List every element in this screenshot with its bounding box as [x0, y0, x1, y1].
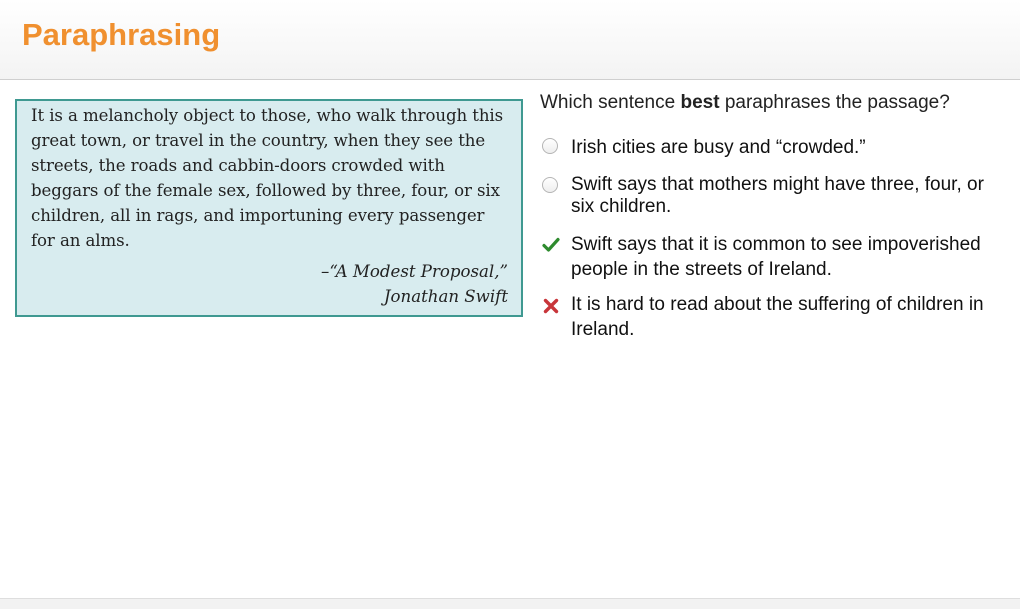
question-emphasis: best — [680, 92, 720, 113]
answer-option-label: It is hard to read about the suffering of children in Ireland. — [571, 294, 984, 340]
check-icon — [542, 236, 560, 254]
footer-bar — [0, 598, 1020, 609]
question-prefix: Which sentence — [540, 92, 681, 113]
passage-attribution — [31, 259, 508, 309]
question-prompt — [540, 92, 950, 114]
header-bar — [0, 0, 1020, 80]
answer-option-label: Swift says that mothers might have three, four, or six children. — [571, 174, 984, 217]
answer-option-label: Irish cities are busy and “crowded.” — [571, 137, 866, 158]
attribution-author: Jonathan Swift — [383, 287, 508, 306]
radio-empty-icon[interactable] — [542, 138, 558, 154]
passage-text: It is a melancholy object to those, who walk through this great town, or travel in the country, when they see the streets, the roads and cabbin-doors crowded with beggars of the female sex, followed by three, four, or six children, all in rags, and importuning every passenger for an alms. — [31, 106, 504, 250]
attribution-title: –“A Modest Proposal,” — [321, 262, 508, 281]
page-title: Paraphrasing — [22, 17, 221, 52]
passage-box — [15, 99, 523, 317]
x-icon — [542, 297, 560, 315]
question-suffix: paraphrases the passage? — [719, 92, 950, 113]
answer-option-label: Swift says that it is common to see impoverished people in the streets of Ireland. — [571, 234, 981, 280]
radio-empty-icon[interactable] — [542, 177, 558, 193]
